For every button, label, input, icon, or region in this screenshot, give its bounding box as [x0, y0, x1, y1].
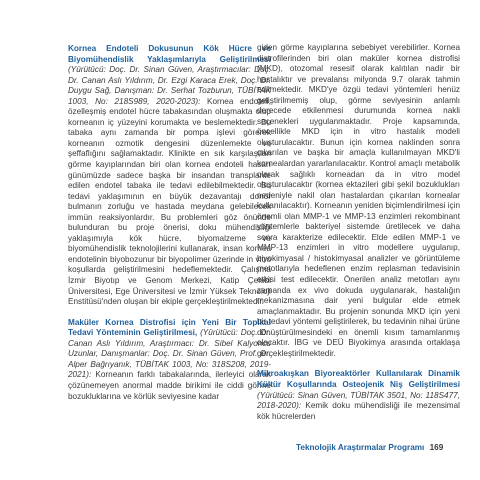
- section-body: giden görme kayıplarına sebebiyet verebilirler. Kornea distrofilerinden biri olan maküler kornea distrofisi (MKD), otozomal resesif olarak kalıtılan nadir bir hastalıktır ve prevalansı milyonda 9.7 olarak tahmin edilmektedir. MKD'ye özgü tedavi yöntemleri henüz geliştirilmemiş olup, görme seviyesinin anlamlı derecede etkilenmesi durumunda kornea nakli seçenekleri uygulanmaktadır. Proje kapsamında, öncellikle MKD için in vitro hastalık modeli oluşturulacaktır. Bunun için kornea naklinden sonra çıkarılan ve başka bir amaçla kullanılmayan MKD'li kornealardan yararlanılacaktır. Kontrol amaçlı metabolik olarak sağlıklı korneadan da in vitro model oluşturulacaktır (kornea ektazileri gibi şekil bozuklukları nedeniyle nakil olan hastalardan çıkarılan kornealar kullanılacaktır). Korneanın yeniden biçimlendirilmesi için önemli olan MMP-1 ve MMP-13 enzimleri rekombinant yöntemlerle bakteriyel sistemde üretilecek ve daha sonra karakterize edilecektir. Elde edilen MMP-1 ve MMP-13 enzimleri in vitro modellere uygulanıp, biyokimyasal / histokimyasal analizler ve görüntüleme metotlarıyla hedeflenen enzim replasman tedavisinin etkisi test edilecektir. Önerilen analiz metotları aynı zamanda ex vivo dokuda uygulanarak, hastalığın mekanizmasına dair yeni bulgular elde etmek amaçlanmaktadır. Bu projenin sonunda MKD için yeni bir tedavi yöntemi geliştirilerek, bu tedavinin nihai ürüne dönüştürülmesindeki en önemli kısım tamamlanmış olacaktır. İBG ve DEÜ Biyokimya arasında ortaklaşa gerçekleştirilmektedir.: [257, 43, 460, 358]
- footer-program-title: Teknolojik Araştırmalar Programı: [296, 443, 425, 452]
- section-macular-dystrophy: [68, 318, 271, 402]
- section-microfluidic-bioreactors: [257, 369, 460, 422]
- project-meta: (Yürütücü: Doç. Dr. Sinan Güven, Araştırmacılar: Doç. Dr. Canan Aslı Yıldırım, Dr. Ezgi Karaca Erek, Doç. Dr. Duygu Sağ, Danışman: Dr. Serhat Tozburun, TÜBİTAK 1003, No: 218S989, 2020-2023):: [68, 65, 271, 106]
- page-number: 169: [429, 443, 444, 452]
- project-meta: (Yürütücü: Sinan Güven, TÜBİTAK 3501, No: 118S477, 2018-2020):: [257, 390, 460, 411]
- left-column: [68, 44, 271, 412]
- page-footer: [296, 443, 472, 452]
- section-body: Korneanın farklı tabakalarında, ilerleyici olarak çözünemeyen anormal madde birikimi ile ciddi görme bozukluklarına ve körlük seviyesine kadar: [68, 370, 271, 401]
- section-heading: Maküler Kornea Distrofisi için Yeni Bir Topikal Tedavi Yönteminin Geliştirilmesi,: [68, 317, 271, 338]
- section-body: Kemik doku mühendisliği ile mezensimal kök hücrelerden: [257, 401, 461, 421]
- section-heading: Kornea Endoteli Dokusunun Kök Hücre ve Biyomühendislik Yaklaşımlarıyla Geliştirilmesi: [68, 44, 271, 64]
- section-body: Kornea endoteli, özelleşmiş endotel hücre tabakasından oluşmakta olup korneanın iç yüzeyini korumakta ve beslemektedir. Bu tabaka aynı zamanda bir pompa işlevi görerek korneanın ozmotik dengesini düzenlemekte ve şeffaflığını sağlamaktadır. Klinikte en sık karşılaşılan görme kayıplarından biri olan kornea endoteli hasarı günümüzde sadece başka bir insandan transplante edilen endotel tabaka ile tedavi edilebilmektedir. Bu tedavi yaklaşımının en büyük dezavantajı donör bulmanın zorluğu ve hastada meydana gelebilecek immün reaksiyonlardır. Bu problemleri göz önünde bulunduran bu proje önerisi, doku mühendisliği yaklaşımıyla kök hücre, biyomalzeme ve biyomühendislik teknolojilerini kullanarak, insan kornea endotelinin biyobozunur bir biyopolimer üzerinde in vitro koşullarda geliştirilmesini hedeflemektedir. Çalışma İzmir Biyotıp ve Genom Merkezi, Katip Çelebi Üniversitesi, Ege Üniversitesi ve İzmir Yüksek Teknoloji Enstitüsü'nden oluşan bir ekiple gerçekleştirilmektedir.: [68, 96, 271, 307]
- project-meta: (Yürütücü: Doç. Dr. Canan Aslı Yıldırım, Araştırmacı: Dr. Sibel Kalyoncu Uzunlar, Danışmanlar: Doç. Dr. Sinan Güven, Prof. Dr. Alper Bağrıyanık, TÜBİTAK 1003, No: 318S208, 2019-2021):: [68, 328, 272, 380]
- right-column: [257, 43, 460, 432]
- section-macular-dystrophy-continued: [257, 43, 460, 359]
- section-corneal-endothelium: [68, 44, 271, 308]
- section-heading: Mikroakışkan Biyoreaktörler Kullanılarak Dinamik Kültür Koşullarında Osteojenik Niş Geliştirilmesi: [257, 369, 460, 389]
